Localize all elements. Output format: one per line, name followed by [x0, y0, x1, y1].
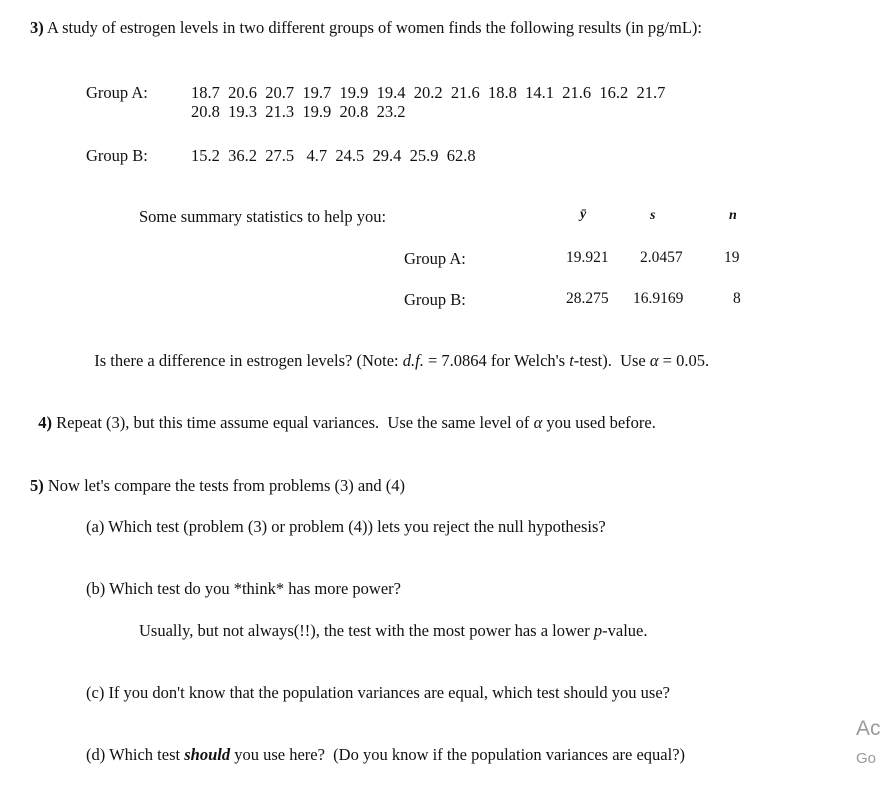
group-a-values-line1: 18.7 20.6 20.7 19.7 19.9 19.4 20.2 21.6 18.8 14.1 21.6 16.2 21.7: [191, 83, 666, 102]
q5-prompt-text: Now let's compare the tests from problems (3) and (4): [47, 476, 406, 495]
table-cell-sd: 2.0457: [640, 249, 683, 266]
q5-prompt: [30, 476, 405, 496]
group-b-values: 15.2 36.2 27.5 4.7 24.5 29.4 25.9 62.8: [191, 146, 476, 165]
header-sd: s: [650, 208, 656, 223]
alpha-symbol: α: [533, 413, 543, 432]
q4-number: 4): [38, 413, 52, 432]
table-cell-mean: 28.275: [566, 290, 609, 307]
q3-question-part4: = 0.05.: [658, 351, 710, 370]
q5-power-note: [139, 621, 647, 641]
q5-note-part1: Usually, but not always(!!), the test with the most power has a lower: [139, 621, 594, 640]
q4-prompt: [30, 393, 656, 433]
q3-number: 3): [30, 18, 44, 37]
q3-question-part2: = 7.0864 for Welch's: [423, 351, 570, 370]
table-cell-mean: 19.921: [566, 249, 609, 266]
q4-text-part2: you used before.: [542, 413, 656, 432]
header-mean: ȳ: [580, 207, 587, 222]
q5-part-c: (c) If you don't know that the population variances are equal, which test should you use?: [86, 683, 670, 702]
group-a-values-line2: 20.8 19.3 21.3 19.9 20.8 23.2: [191, 102, 406, 121]
activation-watermark-line1: Ac: [856, 717, 881, 740]
q5-part-a: (a) Which test (problem (3) or problem (4)) lets you reject the null hypothesis?: [86, 517, 606, 536]
summary-intro: Some summary statistics to help you:: [139, 207, 387, 226]
group-a-label: Group A:: [86, 83, 148, 102]
t-symbol: t: [569, 351, 574, 370]
q5-part-b: (b) Which test do you *think* has more power?: [86, 579, 401, 598]
q3-prompt: [30, 18, 702, 38]
table-cell-n: 19: [724, 249, 740, 266]
q5-d-part2: you use here? (Do you know if the population variances are equal?): [230, 745, 686, 764]
q5-number: 5): [30, 476, 44, 495]
table-cell-n: 8: [733, 290, 741, 307]
q3-question-part1: Is there a difference in estrogen levels? (Note:: [94, 351, 403, 370]
q3-question: [86, 331, 709, 371]
table-row-label: Group B:: [404, 290, 466, 309]
q3-question-part3: -test). Use: [573, 351, 650, 370]
q5-note-part2: -value.: [602, 621, 648, 640]
df-symbol: d.f.: [402, 351, 424, 370]
group-b-label: Group B:: [86, 146, 148, 165]
q5-d-part1: (d) Which test: [86, 745, 185, 764]
q5-part-d: [86, 745, 685, 765]
alpha-symbol: α: [649, 351, 659, 370]
table-row-label: Group A:: [404, 249, 466, 268]
q4-text-part1: Repeat (3), but this time assume equal variances. Use the same level of: [56, 413, 534, 432]
q3-prompt-text: A study of estrogen levels in two different groups of women finds the following results (in pg/mL):: [46, 18, 702, 37]
q5-d-emphasis: should: [184, 745, 231, 764]
p-symbol: p: [593, 621, 603, 640]
activation-watermark-line2: Go: [856, 750, 877, 767]
header-n: n: [729, 208, 737, 223]
table-cell-sd: 16.9169: [633, 290, 684, 307]
